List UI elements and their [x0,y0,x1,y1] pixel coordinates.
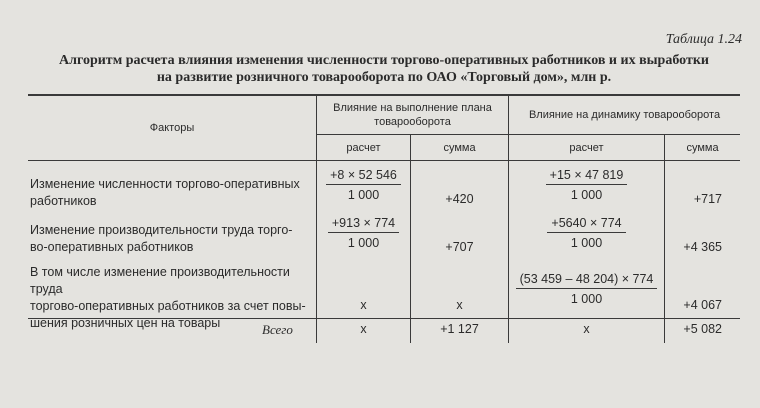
header-plan-line-1: Влияние на выполнение плана [333,102,492,114]
row2-factor-line-1: Изменение производительности труда торго- [30,223,293,237]
row1-factor [30,176,314,210]
row3-factor-line-1: В том числе изменение производительности труда [30,265,290,296]
total-plan-calc: x [360,322,367,336]
row2-factor [30,222,314,256]
header-dyn-calc: расчет [569,141,604,154]
title-line-1: Алгоритм расчета влияния изменения численности торгово-оперативных работников и их выработки [58,53,709,68]
row3-dyn-calc [509,272,664,306]
header-factors: Факторы [149,122,195,134]
row3-dyn-numerator: (53 459 – 48 204) × 774 [516,272,658,289]
total-dyn-calc: x [583,322,590,336]
row2-plan-sum: +707 [445,240,474,254]
row2-dyn-calc [509,216,664,250]
row3-plan-calc: x [360,298,367,312]
header-dynamics-group: Влияние на динамику товарооборота [528,109,721,121]
total-plan-sum: +1 127 [440,322,479,336]
row2-dyn-denominator: 1 000 [570,236,603,250]
header-plan-sum: сумма [443,141,476,154]
row3-dyn-denominator: 1 000 [570,292,603,306]
row1-dyn-numerator: +15 × 47 819 [546,168,628,185]
row2-factor-line-2: во-оперативных работников [30,240,194,254]
header-plan-calc: расчет [346,141,381,154]
row3-factor-line-3: шения розничных цен на товары [30,316,221,330]
row2-plan-calc [317,216,410,250]
row1-plan-denominator: 1 000 [347,188,380,202]
title-line-2: на развитие розничного товарооборота по ОАО «Торговый дом», млн р. [156,70,612,85]
row2-dyn-numerator: +5640 × 774 [547,216,625,233]
row1-plan-calc [317,168,410,202]
header-plan-line-2: товарооборота [374,116,451,128]
table-title [28,52,740,86]
row1-dyn-calc [509,168,664,202]
row1-plan-sum: +420 [445,192,474,206]
row2-plan-denominator: 1 000 [347,236,380,250]
row2-plan-numerator: +913 × 774 [328,216,399,233]
row3-dyn-sum: +4 067 [683,298,722,312]
row1-dyn-denominator: 1 000 [570,188,603,202]
header-bottom-rule [28,160,740,161]
row1-factor-line-2: работников [30,194,97,208]
table-number: Таблица 1.24 [665,32,742,47]
row3-plan-sum: x [456,298,463,312]
header-plan-group [317,96,508,134]
row2-dyn-sum: +4 365 [683,240,722,254]
total-label: Всего [262,322,293,337]
row1-factor-line-1: Изменение численности торгово-оперативных [30,177,300,191]
row1-dyn-sum: +717 [693,192,722,206]
row3-factor-line-2: торгово-оперативных работников за счет повы- [30,299,306,313]
row1-plan-numerator: +8 × 52 546 [326,168,401,185]
total-dyn-sum: +5 082 [683,322,722,336]
header-dyn-sum: сумма [686,141,719,154]
